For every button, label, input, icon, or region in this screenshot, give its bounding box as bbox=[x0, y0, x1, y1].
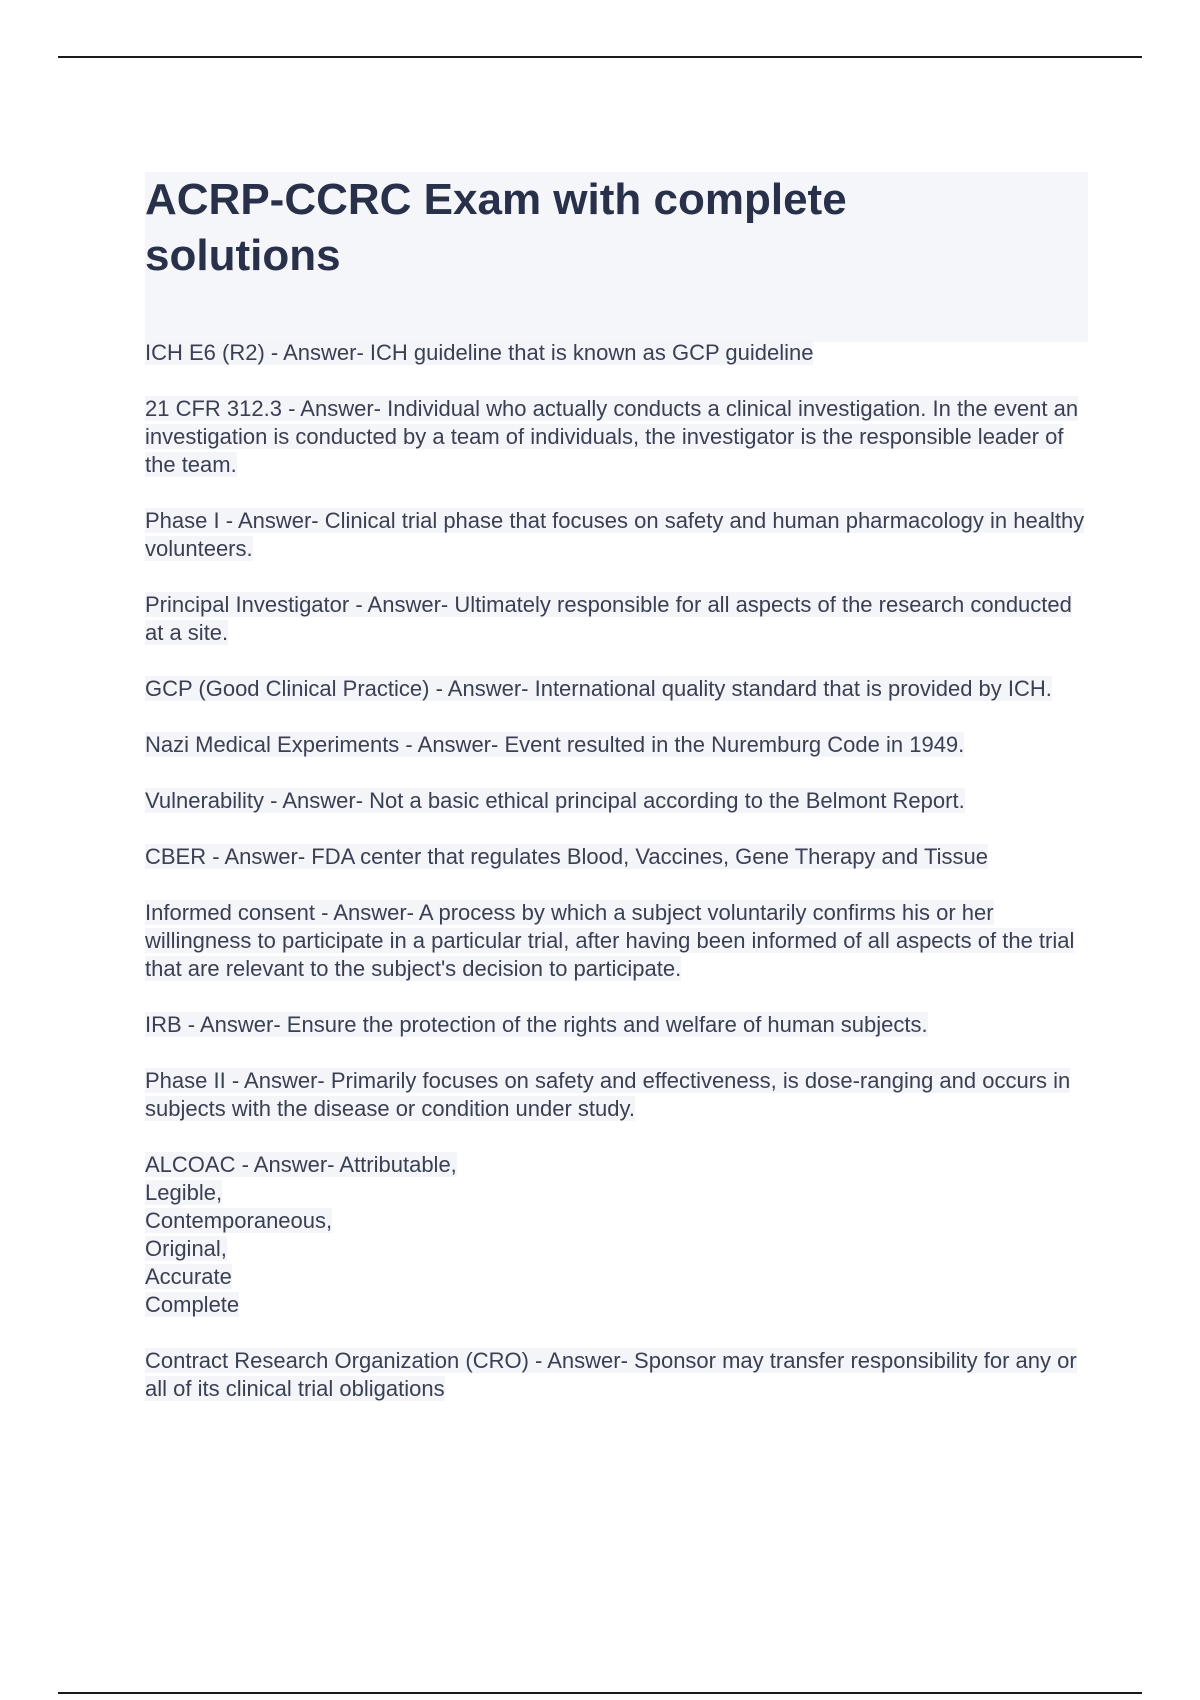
qa-entry: Vulnerability - Answer- Not a basic ethical principal according to the Belmont Report. bbox=[145, 788, 965, 813]
qa-entry: GCP (Good Clinical Practice) - Answer- International quality standard that is provided by ICH. bbox=[145, 676, 1052, 701]
qa-entry: Nazi Medical Experiments - Answer- Event resulted in the Nuremburg Code in 1949. bbox=[145, 732, 965, 757]
qa-entry: Informed consent - Answer- A process by which a subject voluntarily confirms his or her willingness to participate in a particular trial, after having been informed of all aspects of the trial that are relevant to the subject's decision to participate. bbox=[145, 900, 1075, 981]
qa-entry: Phase II - Answer- Primarily focuses on safety and effectiveness, is dose-ranging and occurs in subjects with the disease or condition under study. bbox=[145, 1068, 1071, 1121]
top-rule bbox=[58, 56, 1142, 58]
qa-entry-alcoac bbox=[145, 1151, 1090, 1319]
alcoac-line: Original, bbox=[145, 1236, 227, 1261]
title-block bbox=[145, 172, 1088, 342]
alcoac-line: Accurate bbox=[145, 1264, 232, 1289]
alcoac-line: ALCOAC - Answer- Attributable, bbox=[145, 1152, 457, 1177]
qa-entry: Contract Research Organization (CRO) - Answer- Sponsor may transfer responsibility for any or all of its clinical trial obligations bbox=[145, 1348, 1077, 1401]
bottom-rule bbox=[58, 1692, 1142, 1694]
qa-entry: CBER - Answer- FDA center that regulates Blood, Vaccines, Gene Therapy and Tissue bbox=[145, 844, 988, 869]
qa-list bbox=[145, 339, 1090, 1431]
qa-entry: IRB - Answer- Ensure the protection of the rights and welfare of human subjects. bbox=[145, 1012, 928, 1037]
document-title: ACRP-CCRC Exam with complete solutions bbox=[145, 175, 847, 280]
alcoac-line: Contemporaneous, bbox=[145, 1208, 333, 1233]
alcoac-line: Legible, bbox=[145, 1180, 223, 1205]
qa-entry: ICH E6 (R2) - Answer- ICH guideline that is known as GCP guideline bbox=[145, 340, 814, 365]
qa-entry: 21 CFR 312.3 - Answer- Individual who actually conducts a clinical investigation. In the event an investigation is conducted by a team of individuals, the investigator is the responsible leader of the team. bbox=[145, 396, 1079, 477]
qa-entry: Phase I - Answer- Clinical trial phase that focuses on safety and human pharmacology in healthy volunteers. bbox=[145, 508, 1085, 561]
alcoac-line: Complete bbox=[145, 1292, 240, 1317]
qa-entry: Principal Investigator - Answer- Ultimately responsible for all aspects of the research conducted at a site. bbox=[145, 592, 1072, 645]
